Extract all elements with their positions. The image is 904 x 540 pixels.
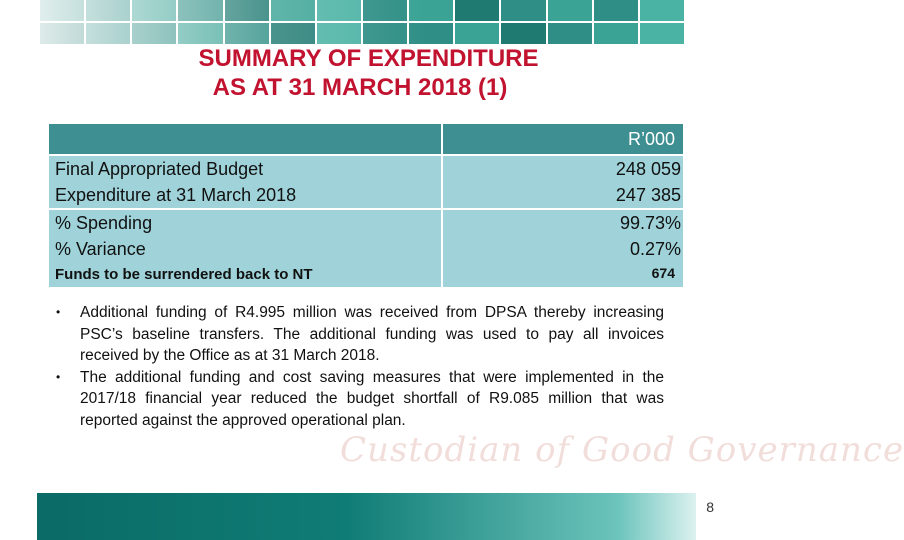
table-header-row (49, 124, 683, 154)
list-item (56, 367, 664, 432)
watermark-logo-text: Custodian of Good Governance (340, 430, 904, 470)
unit-header: R’000 (627, 129, 675, 149)
bullet-text: Additional funding of R4.995 million was received from DPSA thereby increasing PSC’s baseline transfers. The additional funding was used to pay all invoices received by the Office as at 31 March 2018. (80, 304, 664, 364)
row-label: Funds to be surrendered back to NT (55, 266, 313, 283)
footer-bar (37, 493, 720, 540)
bullet-marker: • (56, 305, 61, 319)
row-label: Expenditure at 31 March 2018 (55, 185, 297, 205)
list-item (56, 302, 664, 367)
row-value: 674 (651, 265, 675, 281)
row-value: 0.27% (629, 239, 681, 259)
bullet-marker: • (56, 369, 61, 384)
table-row (49, 210, 683, 262)
row-label: % Spending (55, 213, 153, 233)
row-label: Final Appropriated Budget (55, 159, 264, 179)
bullet-list (56, 302, 664, 431)
row-label: % Variance (55, 239, 146, 259)
table-row (49, 156, 683, 182)
table-row (49, 182, 683, 208)
expenditure-table (48, 123, 684, 288)
row-value: 248 059 (615, 159, 681, 179)
footer-gradient (40, 493, 720, 540)
table-header-label-cell (49, 124, 441, 154)
page-number: 8 (706, 499, 714, 515)
table-row (49, 262, 683, 287)
slide-title (0, 44, 720, 102)
slide-title-line1: SUMMARY OF EXPENDITURE (198, 45, 539, 72)
header-fade (40, 0, 684, 44)
bullet-text: The additional funding and cost saving measures that were implemented in the 2017/18 financial year reduced the budget shortfall of R9.085 million that was reported against the approved operational plan. (80, 368, 664, 429)
row-value: 247 385 (615, 185, 681, 205)
table-header-unit-cell (443, 124, 683, 154)
row-value: 99.73% (619, 213, 681, 233)
slide-title-line2: AS AT 31 MARCH 2018 (1) (212, 74, 508, 101)
